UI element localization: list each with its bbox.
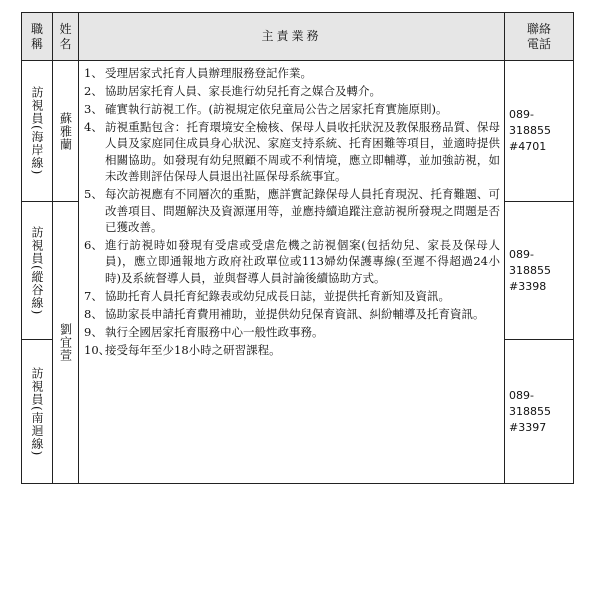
- phone-line: 318855: [509, 124, 551, 137]
- duty-number: 10、: [84, 342, 111, 357]
- phone-cell-coast: [505, 61, 574, 202]
- title-south: 訪視員(南迴線): [30, 366, 44, 457]
- name-cell-2: [53, 202, 79, 484]
- phone-line: 089-: [509, 247, 534, 261]
- header-name: [53, 13, 79, 61]
- duty-table: [21, 12, 574, 484]
- phone-line: 089-: [509, 108, 534, 121]
- duty-number: 1、: [84, 66, 103, 80]
- title-valley: 訪視員(縱谷線): [30, 225, 44, 316]
- duty-item: [84, 342, 500, 358]
- phone-extension: #3398: [509, 279, 547, 293]
- duty-text: 協助托育人員托育紀錄表或幼兒成長日誌，並提供托育新知及資訊。: [105, 288, 450, 303]
- duties-list: [84, 65, 500, 358]
- duty-item: [84, 186, 500, 235]
- phone-cell-south: [505, 340, 574, 484]
- header-phone-label: 聯絡 電話: [526, 21, 551, 51]
- duty-text: 每次訪視應有不同層次的重點，應詳實記錄保母人員托育現況、托育難題、可改善項目、問題解決及資源運用等，並應持續追蹤注意訪視所發現之問題是否已獲改善。: [105, 187, 500, 235]
- phone-line: 318855: [509, 263, 551, 277]
- phone-line: 318855: [509, 404, 551, 418]
- duty-text: 執行全國居家托育服務中心一般性政事務。: [105, 324, 324, 339]
- duty-number: 5、: [84, 187, 103, 202]
- header-duties: [79, 13, 505, 61]
- duty-item: [84, 101, 500, 117]
- title-cell-south: [22, 340, 53, 484]
- duty-number: 6、: [84, 238, 103, 253]
- duty-number: 7、: [84, 288, 103, 303]
- staff-name: 劉宜萱: [58, 323, 73, 362]
- phone-extension: #4701: [509, 140, 547, 153]
- phone-extension: #3397: [509, 420, 547, 434]
- header-phone: [505, 13, 574, 61]
- duty-item: [84, 324, 500, 340]
- header-title: [22, 13, 53, 61]
- header-duties-label: 主責業務: [261, 29, 322, 43]
- name-cell-1: [53, 61, 79, 202]
- duty-item: [84, 119, 500, 185]
- duty-text: 協助居家托育人員、家長進行幼兒托育之媒合及轉介。: [105, 84, 381, 98]
- phone-cell-valley: [505, 202, 574, 340]
- header-name-label: 姓 名: [59, 21, 72, 51]
- header-title-label: 職 稱: [30, 21, 43, 51]
- duty-text: 協助家長申請托育費用補助，並提供幼兒保育資訊、糾紛輔導及托育資訊。: [105, 306, 485, 321]
- duty-number: 9、: [84, 324, 103, 339]
- title-coast: 訪視員(海岸線): [30, 86, 44, 176]
- phone-line: 089-: [509, 388, 534, 402]
- duties-cell: [79, 61, 505, 484]
- duty-text: 訪視重點包含：托育環境安全檢核、保母人員收托狀況及教保服務品質、保母人員及家庭同住成員身心狀況、家庭支持系統、托育困難等項目，並適時提供相關協助。如發現有幼兒照顧不周或不利情境，應立即輔導，並加強訪視，如未改善則評估保母人員退出社區保母系統事宜。: [105, 120, 500, 184]
- duty-item: [84, 65, 500, 81]
- duty-number: 3、: [84, 102, 103, 116]
- duty-text: 確實執行訪視工作。(訪視規定依兒童局公告之居家托育實施原則)。: [105, 102, 448, 116]
- duty-item: [84, 288, 500, 304]
- staff-name: 蘇雅蘭: [58, 111, 73, 151]
- duty-number: 4、: [84, 120, 103, 134]
- duty-number: 8、: [84, 306, 103, 321]
- title-cell-coast: [22, 61, 53, 202]
- duty-text: 進行訪視時如發現有受虐或受虐危機之訪視個案(包括幼兒、家長及保母人員)，應立即通報地方政府社政單位或113婦幼保護專線(至遲不得超過24小時)及系統督導人員，並與督導人員討論後續協助方式。: [105, 238, 500, 285]
- duty-text: 接受每年至少18小時之研習課程。: [105, 342, 281, 357]
- table-row: [22, 61, 574, 202]
- duty-number: 2、: [84, 84, 103, 98]
- duty-item: [84, 306, 500, 322]
- title-cell-valley: [22, 202, 53, 340]
- header-row: [22, 13, 574, 61]
- duty-text: 受理居家式托育人員辦理服務登記作業。: [105, 66, 312, 80]
- duty-item: [84, 237, 500, 286]
- duty-item: [84, 83, 500, 99]
